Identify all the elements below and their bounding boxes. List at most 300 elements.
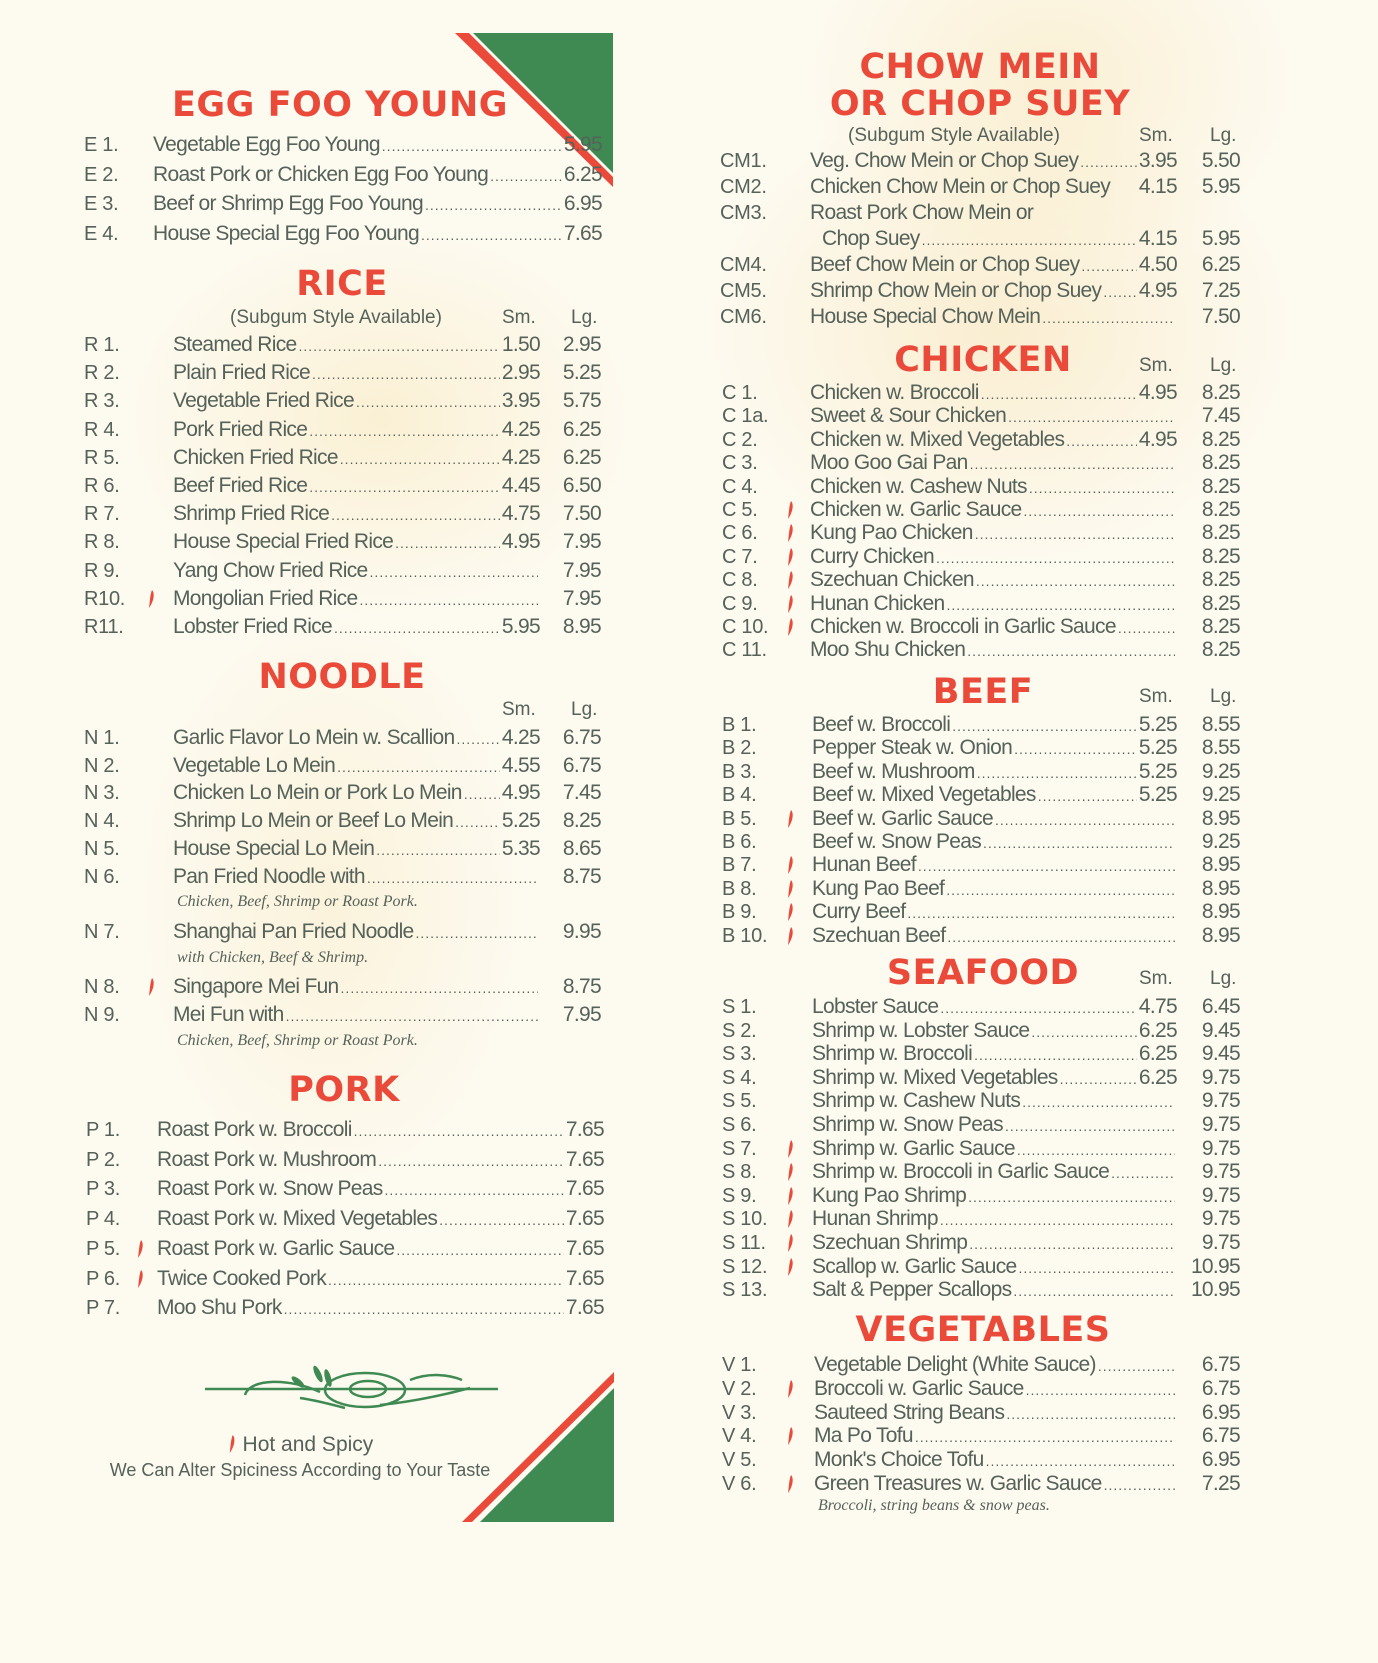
dot-leader — [376, 837, 500, 863]
dot-leader — [1080, 149, 1137, 175]
item-price-large: 5.95 — [1201, 175, 1240, 198]
item-name: Curry Beef — [812, 900, 906, 924]
section-title: CHOW MEIN — [859, 47, 1101, 87]
item-code: V 5. — [722, 1449, 757, 1472]
item-name: Shrimp w. Lobster Sauce — [812, 1018, 1030, 1042]
item-name: Lobster Fried Rice — [173, 615, 332, 638]
dot-leader — [395, 530, 500, 556]
item-name: Curry Chicken — [810, 544, 934, 568]
item-name: Sweet & Sour Chicken — [810, 404, 1007, 428]
item-price: 7.65 — [565, 1118, 604, 1141]
item-price: 6.95 — [563, 192, 602, 216]
menu-item — [173, 473, 601, 499]
menu-item — [810, 544, 1240, 570]
item-name: Hunan Chicken — [810, 591, 945, 615]
item-code: N 5. — [84, 837, 120, 860]
item-name: Shrimp w. Cashew Nuts — [812, 1089, 1021, 1113]
section-title: SEAFOOD — [886, 953, 1080, 993]
dot-leader — [312, 361, 500, 387]
item-name: Roast Pork or Chicken Egg Foo Young — [153, 162, 489, 186]
menu-item — [173, 586, 601, 612]
section-title: CHICKEN — [894, 340, 1072, 380]
menu-item — [812, 829, 1240, 855]
item-name: Chicken w. Broccoli in Garlic Sauce — [810, 615, 1116, 638]
item-price-large: 8.25 — [1201, 381, 1240, 404]
item-code: R10. — [84, 587, 126, 610]
item-code: CM5. — [720, 280, 767, 302]
menu-item — [157, 1147, 604, 1173]
dot-leader — [378, 1148, 564, 1174]
item-price-small: 4.15 — [1138, 175, 1177, 198]
item-code: R 1. — [84, 334, 120, 356]
item-name: Beef w. Broccoli — [812, 713, 951, 736]
item-name: Twice Cooked Pork — [157, 1266, 327, 1290]
item-price-small: 5.25 — [1138, 736, 1177, 760]
dot-leader — [370, 559, 538, 585]
menu-item — [810, 174, 1240, 200]
item-price: 7.65 — [565, 1236, 604, 1260]
item-price-small: 3.95 — [1138, 149, 1177, 172]
item-code: B 4. — [722, 784, 757, 807]
item-name: Kung Pao Chicken — [810, 521, 973, 545]
dot-leader — [337, 754, 500, 780]
chili-pepper-icon — [785, 570, 795, 590]
chili-pepper-icon — [785, 547, 795, 567]
menu-item — [812, 1136, 1240, 1162]
dot-leader — [455, 809, 500, 835]
menu-item — [157, 1236, 604, 1262]
item-price-small: 4.95 — [501, 530, 540, 554]
dot-leader — [457, 726, 500, 752]
item-price-large: 8.95 — [1201, 853, 1240, 877]
item-price-large: 5.50 — [1201, 149, 1240, 172]
dot-leader — [367, 865, 538, 891]
item-price-small: 6.25 — [1138, 1018, 1177, 1042]
item-price-small: 6.25 — [1138, 1065, 1177, 1089]
item-name: Shrimp Fried Rice — [173, 502, 330, 526]
item-name: Chicken w. Mixed Vegetables — [810, 427, 1065, 451]
item-price-large: 9.25 — [1201, 830, 1240, 853]
item-price-small: 5.25 — [501, 809, 540, 833]
item-name: Ma Po Tofu — [814, 1424, 913, 1448]
item-name: Beef Chow Mein or Chop Suey — [810, 253, 1080, 276]
item-price-large: 7.95 — [562, 1003, 601, 1026]
menu-item — [812, 994, 1240, 1020]
item-price-large: 6.75 — [1201, 1353, 1240, 1376]
item-name: Roast Pork w. Garlic Sauce — [157, 1236, 395, 1260]
dot-leader — [340, 446, 500, 472]
dot-leader — [396, 1237, 564, 1263]
item-price-large: 8.65 — [562, 836, 601, 860]
chili-pepper-icon — [785, 1379, 795, 1399]
item-price-small: 3.95 — [501, 389, 540, 413]
large-size-header: Lg. — [1210, 125, 1237, 146]
menu-item — [153, 221, 602, 247]
menu-item — [810, 474, 1240, 500]
item-price-large: 7.95 — [562, 558, 601, 582]
item-code: S 2. — [722, 1019, 757, 1042]
item-price-large: 6.95 — [1201, 1400, 1240, 1424]
item-price: 7.65 — [565, 1266, 604, 1290]
menu-item — [810, 520, 1240, 546]
dot-leader — [421, 222, 562, 248]
menu-item — [173, 836, 601, 862]
item-code: N 7. — [84, 920, 120, 943]
item-price-large: 6.75 — [562, 726, 601, 749]
item-price-large: 10.95 — [1190, 1278, 1240, 1302]
item-code: S 13. — [722, 1279, 768, 1302]
item-name: Hunan Shrimp — [812, 1207, 938, 1231]
item-price-large: 9.75 — [1201, 1183, 1240, 1207]
item-code: B 7. — [722, 854, 757, 877]
menu-item — [157, 1295, 604, 1321]
item-price-large: 8.25 — [562, 809, 601, 833]
item-code: C 5. — [722, 499, 758, 521]
item-name: Pork Fried Rice — [173, 417, 308, 441]
item-price-small: 4.75 — [1138, 995, 1177, 1018]
item-code: P 2. — [86, 1148, 121, 1171]
chili-pepper-icon — [785, 1209, 795, 1229]
menu-item — [814, 1376, 1240, 1402]
chili-pepper-icon — [135, 1269, 145, 1289]
item-price-large: 9.75 — [1201, 1231, 1240, 1254]
menu-item — [812, 782, 1240, 808]
dot-leader — [1081, 253, 1137, 279]
item-code: N 1. — [84, 727, 120, 749]
item-code: N 6. — [84, 865, 120, 888]
item-name: House Special Fried Rice — [173, 530, 394, 554]
item-code: C 9. — [722, 592, 758, 615]
menu-item — [812, 876, 1240, 902]
hot-spicy-label: Hot and Spicy — [242, 1433, 374, 1456]
item-price-large: 6.75 — [562, 753, 601, 777]
menu-item — [814, 1400, 1240, 1426]
item-code: R 4. — [84, 418, 120, 441]
item-name: Chicken w. Broccoli — [810, 381, 979, 404]
menu-item — [812, 806, 1240, 832]
item-code: S 7. — [722, 1137, 757, 1160]
menu-item — [173, 529, 601, 555]
chili-pepper-icon — [227, 1434, 237, 1454]
item-price-small: 4.25 — [501, 726, 540, 749]
item-name: Moo Shu Chicken — [810, 638, 966, 662]
section-title: VEGETABLES — [855, 1310, 1111, 1350]
item-note: Broccoli, string beans & snow peas. — [818, 1496, 1050, 1514]
dot-leader — [309, 474, 500, 500]
menu-item — [812, 735, 1240, 761]
item-price-large: 7.25 — [1201, 1472, 1240, 1495]
chili-pepper-icon — [146, 589, 156, 609]
item-code: B 3. — [722, 760, 757, 783]
dot-leader — [1104, 1472, 1175, 1498]
item-code: E 4. — [84, 223, 119, 246]
item-code: R 7. — [84, 503, 120, 526]
item-name: Beef w. Mushroom — [812, 759, 975, 783]
item-code: P 6. — [86, 1267, 121, 1290]
item-code: B 6. — [722, 831, 757, 853]
item-name: Roast Pork w. Snow Peas — [157, 1177, 383, 1201]
item-price-large: 8.95 — [1201, 923, 1240, 947]
item-name: Shrimp w. Broccoli — [812, 1042, 973, 1066]
item-code: V 3. — [722, 1401, 757, 1424]
menu-item — [812, 759, 1240, 785]
item-code: V 6. — [722, 1473, 757, 1495]
item-code: N 2. — [84, 754, 120, 777]
large-size-header: Lg. — [1210, 686, 1237, 707]
item-price-small: 4.75 — [501, 502, 540, 526]
item-price-small: 6.25 — [1138, 1042, 1177, 1066]
menu-item — [153, 191, 602, 217]
item-code: CM6. — [720, 306, 767, 328]
menu-item — [814, 1471, 1240, 1497]
item-price-large: 6.45 — [1201, 995, 1240, 1018]
item-name: Singapore Mei Fun — [173, 975, 339, 999]
item-note: Chicken, Beef, Shrimp or Roast Pork. — [177, 893, 418, 911]
dot-leader — [341, 975, 538, 1001]
item-name: Shrimp w. Snow Peas — [812, 1113, 1003, 1136]
item-name: Beef or Shrimp Egg Foo Young — [153, 192, 423, 216]
menu-item — [153, 162, 602, 188]
menu-item — [812, 1088, 1240, 1114]
item-name: Chicken w. Garlic Sauce — [810, 498, 1022, 521]
item-price-small: 2.95 — [501, 361, 540, 385]
section-title: PORK — [288, 1070, 400, 1110]
item-price-large: 9.25 — [1201, 783, 1240, 807]
item-name: Veg. Chow Mein or Chop Suey — [810, 149, 1079, 172]
item-price-large: 6.75 — [1201, 1376, 1240, 1400]
item-name: Shrimp w. Garlic Sauce — [812, 1136, 1015, 1160]
item-name: Broccoli w. Garlic Sauce — [814, 1376, 1024, 1400]
item-name: Hunan Beef — [812, 853, 916, 877]
item-price-large: 8.75 — [562, 975, 601, 999]
item-code: CM4. — [720, 254, 767, 276]
item-price-large: 9.75 — [1201, 1065, 1240, 1089]
small-size-header: Sm. — [1139, 968, 1173, 989]
menu-item — [812, 1183, 1240, 1209]
item-price-large: 7.95 — [562, 586, 601, 610]
item-price-large: 8.25 — [1201, 474, 1240, 498]
item-price-large: 9.45 — [1201, 1018, 1240, 1042]
item-price-small: 4.45 — [501, 474, 540, 497]
item-name: Shanghai Pan Fried Noodle — [173, 919, 414, 943]
item-name: Salt & Pepper Scallops — [812, 1278, 1012, 1302]
dot-leader — [299, 333, 500, 359]
item-code: R 6. — [84, 475, 120, 497]
item-name: Chicken w. Cashew Nuts — [810, 474, 1027, 498]
item-code: V 1. — [722, 1354, 757, 1376]
small-size-header: Sm. — [1139, 355, 1173, 376]
item-name: Shrimp w. Mixed Vegetables — [812, 1065, 1058, 1089]
item-code: R 2. — [84, 362, 120, 385]
menu-item — [812, 1018, 1240, 1044]
item-price-small: 5.25 — [1138, 713, 1177, 736]
menu-item — [812, 712, 1240, 738]
item-price-large: 8.25 — [1201, 568, 1240, 592]
item-code: R 9. — [84, 559, 120, 582]
menu-item — [810, 148, 1240, 174]
section-title: NOODLE — [258, 657, 426, 697]
dot-leader — [354, 1118, 564, 1144]
item-note: Chicken, Beef, Shrimp or Roast Pork. — [177, 1031, 418, 1049]
menu-item — [173, 919, 601, 945]
item-code: E 2. — [84, 163, 119, 186]
item-code: S 8. — [722, 1161, 757, 1184]
item-price-small: 4.25 — [501, 445, 540, 469]
menu-item — [173, 558, 601, 584]
menu-item — [810, 497, 1240, 523]
menu-item — [812, 923, 1240, 949]
item-price-large: 7.45 — [562, 781, 601, 805]
item-price: 7.65 — [563, 222, 602, 246]
item-name: Moo Shu Pork — [157, 1296, 282, 1320]
item-code: S 3. — [722, 1043, 757, 1066]
menu-item — [173, 780, 601, 806]
menu-item — [812, 1230, 1240, 1256]
item-price-large: 8.25 — [1201, 498, 1240, 521]
item-name: Kung Pao Beef — [812, 876, 945, 900]
item-name: Szechuan Chicken — [810, 568, 974, 592]
item-price: 6.25 — [563, 162, 602, 186]
item-code: B 9. — [722, 901, 757, 924]
item-code: E 3. — [84, 193, 119, 216]
hot-spicy-legend — [227, 1433, 374, 1457]
item-name: House Special Chow Mein — [810, 305, 1041, 328]
chili-pepper-icon — [785, 1139, 795, 1159]
item-name: Roast Pork w. Broccoli — [157, 1118, 352, 1141]
chili-pepper-icon — [785, 500, 795, 520]
item-price-large: 8.95 — [1201, 876, 1240, 900]
dot-leader — [382, 133, 562, 159]
item-code: C 2. — [722, 428, 758, 451]
large-size-header: Lg. — [1210, 968, 1237, 989]
menu-item — [173, 974, 601, 1000]
item-code: R 5. — [84, 446, 120, 469]
item-price-small: 4.95 — [501, 781, 540, 805]
item-name: Szechuan Shrimp — [812, 1231, 968, 1254]
item-price: 7.65 — [565, 1147, 604, 1171]
item-name: Roast Pork w. Mushroom — [157, 1147, 377, 1171]
item-code: P 7. — [86, 1297, 121, 1320]
item-code: P 3. — [86, 1178, 121, 1201]
item-code: C 10. — [722, 616, 769, 638]
item-price: 7.65 — [565, 1296, 604, 1320]
item-price-large: 8.25 — [1201, 451, 1240, 475]
item-price-large: 9.75 — [1201, 1207, 1240, 1231]
menu-item — [810, 278, 1240, 304]
chili-pepper-icon — [785, 523, 795, 543]
item-code: V 2. — [722, 1377, 757, 1400]
menu-item — [173, 388, 601, 414]
large-size-header: Lg. — [1210, 355, 1237, 376]
menu-item — [173, 1002, 601, 1028]
menu-item — [157, 1266, 604, 1292]
item-name: Vegetable Egg Foo Young — [153, 133, 380, 156]
chili-pepper-icon — [146, 977, 156, 997]
dot-leader — [309, 418, 500, 444]
item-price-large: 9.75 — [1201, 1136, 1240, 1160]
dot-leader — [359, 587, 538, 613]
section-title: OR CHOP SUEY — [829, 84, 1131, 124]
menu-item — [812, 1159, 1240, 1185]
item-name: Chicken Chow Mein or Chop Suey — [810, 175, 1110, 198]
item-code: R 3. — [84, 390, 120, 413]
item-code: B 1. — [722, 714, 757, 736]
item-name: Pepper Steak w. Onion — [812, 736, 1013, 760]
item-price-large: 8.55 — [1201, 736, 1240, 760]
menu-item — [810, 252, 1240, 278]
item-name: House Special Egg Foo Young — [153, 222, 419, 246]
item-code: S 10. — [722, 1208, 768, 1231]
menu-item — [810, 304, 1240, 330]
item-price-large: 9.25 — [1201, 759, 1240, 783]
item-code: R11. — [84, 616, 124, 638]
menu-item — [810, 450, 1240, 476]
chili-pepper-icon — [785, 1257, 795, 1277]
dot-leader — [1042, 305, 1175, 331]
chili-pepper-icon — [785, 594, 795, 614]
menu-item — [157, 1117, 604, 1143]
item-price-large: 6.50 — [562, 474, 601, 497]
section-title: BEEF — [932, 672, 1034, 712]
menu-item — [157, 1206, 604, 1232]
chili-pepper-icon — [785, 1233, 795, 1253]
chili-pepper-icon — [785, 1186, 795, 1206]
dot-leader — [922, 227, 1137, 253]
menu-item — [173, 417, 601, 443]
item-price-large: 8.95 — [1201, 900, 1240, 924]
item-name: Beef Fried Rice — [173, 474, 308, 497]
item-price-small: 5.35 — [501, 836, 540, 860]
menu-item — [812, 899, 1240, 925]
dot-leader — [334, 615, 500, 641]
item-code: B 8. — [722, 877, 757, 900]
large-size-header: Lg. — [571, 307, 598, 328]
item-price-large: 8.25 — [1201, 427, 1240, 451]
item-code: S 12. — [722, 1255, 768, 1278]
item-price-large: 8.25 — [1201, 521, 1240, 545]
item-code: C 8. — [722, 569, 758, 592]
menu-item — [810, 614, 1240, 640]
item-name: Moo Goo Gai Pan — [810, 451, 968, 475]
dot-leader — [439, 1207, 564, 1233]
item-code: B 5. — [722, 807, 757, 830]
item-price-large: 2.95 — [562, 333, 601, 356]
spiciness-note: We Can Alter Spiciness According to Your Taste — [109, 1460, 491, 1480]
small-size-header: Sm. — [1139, 686, 1173, 707]
item-code: V 4. — [722, 1425, 757, 1448]
chili-pepper-icon — [785, 617, 795, 637]
item-name: Roast Pork Chow Mein or — [810, 201, 1034, 224]
item-code: S 4. — [722, 1066, 757, 1089]
item-price-large: 8.55 — [1201, 713, 1240, 736]
dot-leader — [1103, 279, 1137, 305]
item-name: Vegetable Lo Mein — [173, 753, 336, 777]
menu-item — [812, 1041, 1240, 1067]
dot-leader — [464, 781, 500, 807]
dot-leader — [328, 1267, 564, 1293]
item-price: 7.65 — [565, 1207, 604, 1231]
menu-item — [173, 614, 601, 640]
item-code: C 7. — [722, 545, 758, 568]
chili-pepper-icon — [785, 1162, 795, 1182]
item-price-large: 8.25 — [1201, 591, 1240, 615]
menu-item — [812, 1206, 1240, 1232]
dot-leader — [286, 1003, 538, 1029]
item-name: Steamed Rice — [173, 333, 297, 356]
dot-leader — [967, 638, 1175, 664]
menu-item — [822, 226, 1240, 252]
item-price-large: 10.95 — [1190, 1254, 1240, 1278]
